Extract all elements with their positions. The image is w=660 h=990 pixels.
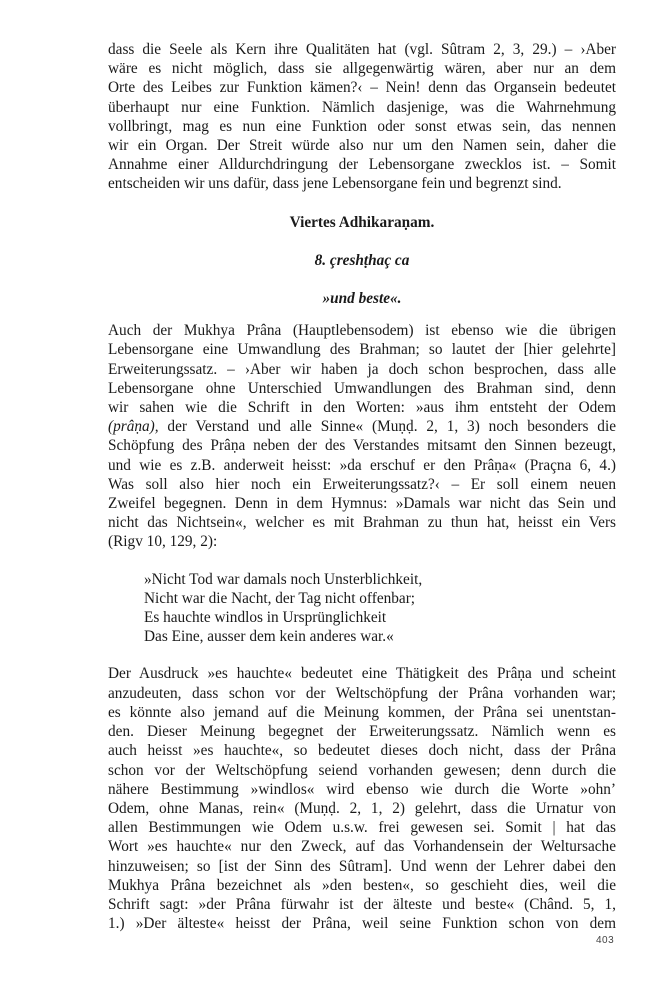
text-line: wir ein Organ. Der Streit würde also nur um den Namen sein, daher die — [108, 137, 616, 155]
section-heading: Viertes Adhikaraṇam. — [289, 213, 435, 231]
verse-quote — [108, 570, 616, 647]
text-line: den. Dieser Meinung begegnet der Erweiterungssatz. Nämlich wenn es — [108, 723, 616, 741]
paragraph-3 — [108, 664, 616, 933]
text-line: (Rigv 10, 129, 2): — [108, 533, 218, 551]
italic-term: (prâṇa), — [108, 418, 159, 436]
paragraph-2 — [108, 321, 616, 551]
text-line: Erweiterungssatz. – ›Aber wir haben ja doch schon besprochen, dass alle — [108, 360, 616, 378]
verse-line: Das Eine, ausser dem kein anderes war.« — [144, 628, 394, 646]
text-line: es könnte also jemand auf die Meinung kommen, der Prâna sei unentstan- — [108, 703, 616, 721]
text-line: Zweifel begegnen. Denn in dem Hymnus: »Damals war nicht das Sein und — [108, 495, 616, 513]
text-line: Lebensorgane ohne Unterschied Umwandlungen des Brahman sind, denn — [108, 379, 616, 397]
text-line: und wie es z.B. anderweit heisst: »da erschuf er den Prâṇa« (Praçna 6, 4.) — [108, 456, 616, 474]
verse-line: Es hauchte windlos in Ursprünglichkeit — [144, 609, 387, 627]
text-line: wäre es nicht möglich, dass sie allgegenwärtig wären, aber nur an dem — [108, 60, 616, 78]
verse-line: Nicht war die Nacht, der Tag nicht offenbar; — [144, 589, 416, 607]
text-line: nicht das Nichtsein«, welcher es mit Brahman zu thun hat, heisst ein Vers — [108, 514, 616, 532]
text-line: Auch der Mukhya Prâna (Hauptlebensodem) ist ebenso wie die übrigen — [108, 322, 616, 340]
text-line: überhaupt nur eine Funktion. Nämlich dasjenige, was die Wahrnehmung — [108, 98, 616, 116]
text-line: Wort »es hauchte« nur den Zweck, auf das Vorhandensein der Weltursache — [108, 838, 616, 856]
text-line: Odem, ohne Manas, rein« (Muṇḍ. 2, 1, 2) gelehrt, dass die Urnatur von — [108, 799, 616, 817]
sutra-heading: 8. çreshṭhaç ca — [314, 251, 410, 269]
text-line: allen Bestimmungen wie Odem u.s.w. frei gewesen sei. Somit | hat das — [108, 819, 616, 837]
text-line: Schrift sagt: »der Prâna fürwahr ist der älteste und beste« (Chând. 5, 1, — [108, 895, 616, 913]
text-line: hinzuweisen; so [ist der Sinn des Sûtram]. Und wenn der Lehrer dabei den — [108, 857, 616, 875]
text-line: Orte des Leibes zur Funktion kämen?‹ – Nein! denn das Organsein bedeutet — [108, 79, 616, 97]
text-line: (prâṇa), der Verstand und alle Sinne« (Muṇḍ. 2, 1, 3) noch besonders die — [108, 418, 616, 436]
sutra-translation: »und beste«. — [322, 290, 402, 308]
text-line: schon vor der Weltschöpfung seiend vorhanden gewesen; denn durch die — [108, 761, 616, 779]
text-line: Mukhya Prâna bezeichnet als »den besten«, so geschieht dies, weil die — [108, 876, 616, 894]
text-line: auch heisst »es hauchte«, so bedeutet dieses doch nicht, dass der Prâna — [108, 742, 616, 760]
text-line: Lebensorgane eine Umwandlung des Brahman; so lautet der [hier gelehrte] — [108, 341, 616, 359]
verse-line: »Nicht Tod war damals noch Unsterblichkeit, — [144, 570, 423, 588]
text-line: entscheiden wir uns dafür, dass jene Lebensorgane fein und begrenzt sind. — [108, 175, 562, 193]
text-line: 1.) »Der älteste« heisst der Prâna, weil seine Funktion schon von dem — [108, 915, 616, 933]
text-line: Was soll also hier noch ein Erweiterungssatz?‹ – Er soll einem neuen — [108, 475, 616, 493]
page-number: 403 — [596, 935, 615, 946]
text-line: anzudeuten, dass schon vor der Weltschöpfung der Prâna vorhanden war; — [108, 684, 616, 702]
paragraph-1 — [108, 40, 616, 194]
text-line: dass die Seele als Kern ihre Qualitäten hat (vgl. Sûtram 2, 3, 29.) – ›Aber — [108, 41, 616, 58]
text-line: Schöpfung des Prâṇa neben der des Verstandes mitsamt den Sinnen bezeugt, — [108, 437, 616, 455]
page-body — [108, 40, 616, 933]
text-line: Der Ausdruck »es hauchte« bedeutet eine Thätigkeit des Prâṇa und scheint — [108, 665, 616, 683]
text-line: wir sahen wie die Schrift in den Worten: »aus ihm entsteht der Odem — [108, 399, 616, 417]
text-line: Annahme einer Alldurchdringung der Lebensorgane zwecklos ist. – Somit — [108, 156, 616, 174]
text-line: vollbringt, mag es nun eine Funktion oder sonst etwas sein, das nennen — [108, 117, 616, 135]
text-line: nähere Bestimmung »windlos« wird ebenso wie durch die Worte »ohn’ — [108, 780, 616, 798]
